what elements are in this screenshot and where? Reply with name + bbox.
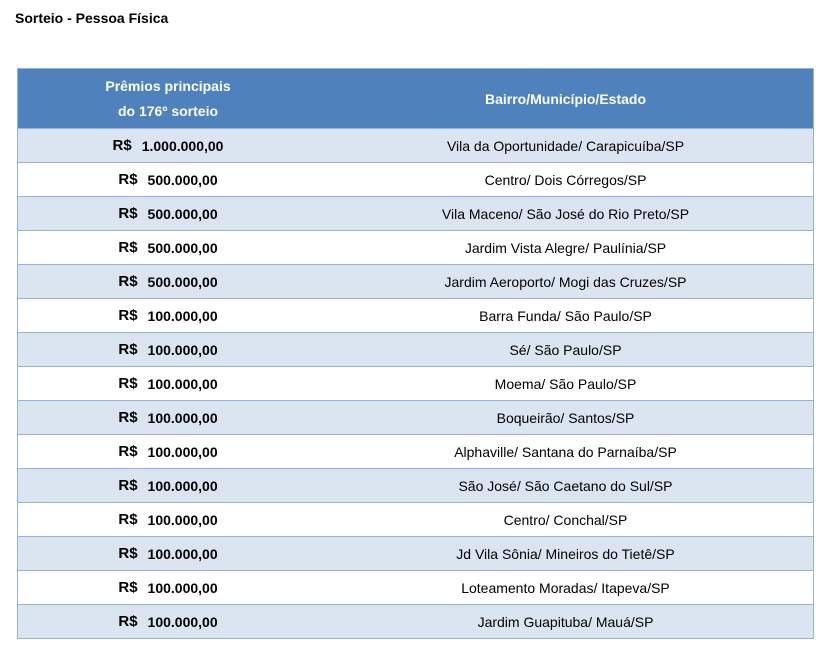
currency-symbol: R$ bbox=[118, 341, 138, 358]
prize-amount-cell bbox=[18, 197, 318, 230]
currency-symbol: R$ bbox=[118, 443, 138, 460]
prize-table bbox=[17, 68, 814, 639]
location-cell: Jardim Vista Alegre/ Paulínia/SP bbox=[464, 239, 667, 256]
table-row bbox=[18, 502, 813, 536]
prize-amount-cell bbox=[18, 401, 318, 434]
prize-amount-cell bbox=[18, 231, 318, 264]
location-cell: Alphaville/ Santana do Parnaíba/SP bbox=[454, 443, 677, 460]
location-cell: Sé/ São Paulo/SP bbox=[509, 341, 622, 358]
header-location: Bairro/Município/Estado bbox=[484, 90, 646, 107]
table-row bbox=[18, 604, 813, 638]
currency-symbol: R$ bbox=[118, 273, 138, 290]
currency-symbol: R$ bbox=[118, 511, 138, 528]
prize-amount-cell bbox=[18, 265, 318, 298]
table-row bbox=[18, 434, 813, 468]
prize-amount: 100.000,00 bbox=[147, 341, 218, 358]
currency-symbol: R$ bbox=[118, 205, 138, 222]
location-cell: São José/ São Caetano do Sul/SP bbox=[458, 477, 673, 494]
table-row bbox=[18, 128, 813, 162]
currency-symbol: R$ bbox=[112, 137, 132, 154]
prize-amount: 1.000.000,00 bbox=[141, 137, 224, 154]
location-cell: Boqueirão/ Santos/SP bbox=[496, 409, 635, 426]
table-row bbox=[18, 162, 813, 196]
table-row bbox=[18, 400, 813, 434]
table-row bbox=[18, 536, 813, 570]
location-cell: Vila da Oportunidade/ Carapicuíba/SP bbox=[446, 137, 685, 154]
prize-amount-cell bbox=[18, 367, 318, 400]
currency-symbol: R$ bbox=[118, 171, 138, 188]
table-row bbox=[18, 332, 813, 366]
prize-amount: 500.000,00 bbox=[147, 273, 218, 290]
prize-amount-cell bbox=[18, 605, 318, 638]
location-cell: Vila Maceno/ São José do Rio Preto/SP bbox=[441, 205, 690, 222]
location-cell: Loteamento Moradas/ Itapeva/SP bbox=[461, 579, 670, 596]
header-prizes-line2: do 176º sorteio bbox=[117, 102, 219, 119]
currency-symbol: R$ bbox=[118, 239, 138, 256]
prize-amount-cell bbox=[18, 435, 318, 468]
table-body bbox=[18, 128, 813, 638]
location-cell: Centro/ Conchal/SP bbox=[503, 511, 628, 528]
prize-amount-cell bbox=[18, 469, 318, 502]
prize-amount-cell bbox=[18, 333, 318, 366]
prize-amount-cell bbox=[18, 571, 318, 604]
prize-amount: 100.000,00 bbox=[147, 511, 218, 528]
prize-amount-cell bbox=[18, 299, 318, 332]
location-cell: Jardim Guapituba/ Mauá/SP bbox=[477, 613, 654, 630]
table-row bbox=[18, 570, 813, 604]
location-cell: Moema/ São Paulo/SP bbox=[494, 375, 637, 392]
table-header bbox=[18, 69, 813, 128]
header-prizes-line1: Prêmios principais bbox=[105, 77, 231, 94]
prize-amount: 100.000,00 bbox=[147, 579, 218, 596]
header-prizes bbox=[18, 69, 318, 128]
prize-amount: 100.000,00 bbox=[147, 477, 218, 494]
table-row bbox=[18, 298, 813, 332]
prize-amount: 100.000,00 bbox=[147, 409, 218, 426]
location-cell: Barra Funda/ São Paulo/SP bbox=[479, 307, 652, 324]
table-row bbox=[18, 230, 813, 264]
prize-amount: 500.000,00 bbox=[147, 239, 218, 256]
prize-amount: 100.000,00 bbox=[147, 375, 218, 392]
prize-amount: 100.000,00 bbox=[147, 545, 218, 562]
table-row bbox=[18, 264, 813, 298]
prize-amount: 100.000,00 bbox=[147, 613, 218, 630]
prize-amount-cell bbox=[18, 503, 318, 536]
table-row bbox=[18, 366, 813, 400]
location-cell: Centro/ Dois Córregos/SP bbox=[484, 171, 647, 188]
table-row bbox=[18, 196, 813, 230]
location-cell: Jd Vila Sônia/ Mineiros do Tietê/SP bbox=[456, 545, 675, 562]
table-row bbox=[18, 468, 813, 502]
prize-amount: 500.000,00 bbox=[147, 205, 218, 222]
prize-amount-cell bbox=[18, 163, 318, 196]
currency-symbol: R$ bbox=[118, 613, 138, 630]
currency-symbol: R$ bbox=[118, 579, 138, 596]
page-title: Sorteio - Pessoa Física bbox=[15, 10, 169, 26]
currency-symbol: R$ bbox=[118, 477, 138, 494]
currency-symbol: R$ bbox=[118, 375, 138, 392]
currency-symbol: R$ bbox=[118, 545, 138, 562]
currency-symbol: R$ bbox=[118, 409, 138, 426]
prize-amount-cell bbox=[18, 129, 318, 162]
location-cell: Jardim Aeroporto/ Mogi das Cruzes/SP bbox=[444, 273, 687, 290]
prize-amount: 100.000,00 bbox=[147, 307, 218, 324]
prize-amount-cell bbox=[18, 537, 318, 570]
prize-amount: 100.000,00 bbox=[147, 443, 218, 460]
prize-amount: 500.000,00 bbox=[147, 171, 218, 188]
currency-symbol: R$ bbox=[118, 307, 138, 324]
